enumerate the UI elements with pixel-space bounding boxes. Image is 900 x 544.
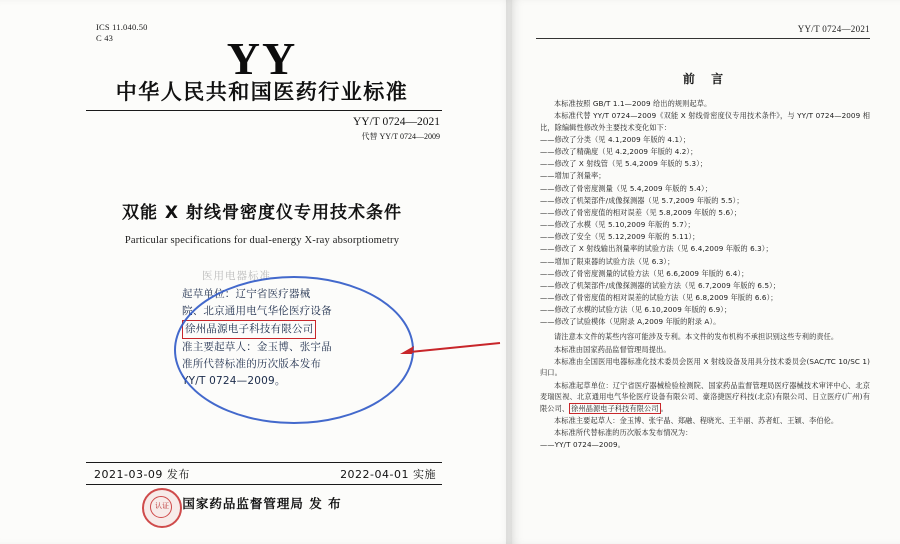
preface-para-15: ——修改了机架部件/成像探测器的试验方法（见 6.7,2009 年版的 6.5）；: [540, 280, 781, 290]
preface-para-17: ——修改了水模的试验方法（见 6.10,2009 年版的 6.9）；: [540, 305, 732, 315]
preface-para-22-with-highlight: [540, 380, 870, 415]
preface-para-23: 本标准主要起草人：金玉博、张宇晶、郑融、程晓光、王半丽、苏者虹、王颖、李伯伦。: [554, 416, 839, 426]
highlighted-company-left: 徐州晶源电子科技有限公司: [182, 320, 316, 339]
preface-para-19: 请注意本文件的某些内容可能涉及专利。本文件的发布机构不承担识别这些专利的责任。: [554, 332, 839, 342]
highlighted-company-right: 徐州晶源电子科技有限公司: [571, 403, 659, 413]
preface-para-3: ——修改了分类（见 4.1,2009 年版的 4.1）；: [540, 134, 691, 144]
preface-para-2: 本标准代替 YY/T 0724—2009《双能 X 射线骨密度仪专用技术条件》，与 YY/T 0724—2009 相比，除编辑性修改外主要技术变化如下：: [540, 111, 870, 132]
preface-para-10: ——修改了水模（见 5.10,2009 年版的 5.7）；: [540, 220, 695, 230]
issuer-line: 国家药品监督管理局 发 布: [182, 496, 342, 511]
ics-code: ICS 11.040.50: [96, 22, 148, 32]
preface-body: [540, 98, 870, 452]
preface-para-16: ——修改了骨密度值的相对误差的试验方法（见 6.8,2009 年版的 6.6）；: [540, 293, 778, 302]
preface-para-25: ——YY/T 0724—2009。: [540, 440, 625, 450]
standard-number: YY/T 0724—2021: [353, 116, 440, 128]
preface-para-14: ——修改了骨密度测量的试验方法（见 6.6,2009 年版的 6.4）；: [540, 268, 749, 278]
red-arrow-annotation: [400, 340, 504, 356]
preface-header-divider: [536, 38, 870, 39]
preface-para-8: ——修改了机架部件/成像探测器（见 5.7,2009 年版的 5.5）；: [540, 195, 744, 205]
blue-ellipse-annotation: [174, 276, 414, 424]
seal-label: 认证: [155, 502, 169, 510]
annotation-line-2: 院、北京通用电气华伦医疗设备: [182, 305, 332, 317]
preface-page: [512, 0, 900, 544]
preface-para-1: 本标准按照 GB/T 1.1—2009 给出的规则起草。: [554, 99, 712, 108]
divider-footer-bottom: [86, 484, 442, 485]
preface-para-5: ——修改了 X 射线管（见 5.4,2009 年版的 5.3）；: [540, 159, 708, 169]
preface-para-9: ——修改了骨密度值的相对误差（见 5.8,2009 年版的 5.6）；: [540, 207, 742, 217]
faint-watermark-text: 医用电器标准: [202, 270, 271, 282]
annotation-line-4: 准主要起草人：金玉博、张宇晶: [182, 341, 332, 353]
preface-para-13: ——增加了限束器的试验方法（见 6.3）；: [540, 256, 675, 266]
preface-para-20: 本标准由国家药品监督管理局提出。: [554, 344, 671, 354]
preface-title: 前 言: [682, 72, 730, 86]
preface-para-24: 本标准所代替标准的历次版本发布情况为：: [554, 428, 693, 438]
cover-content: [62, 10, 462, 534]
divider-footer-top: [86, 462, 442, 463]
annotation-line-6: YY/T 0724—2009。: [182, 375, 286, 387]
preface-para-4: ——修改了精确度（见 4.2,2009 年版的 4.2）；: [540, 147, 698, 157]
annotation-line-1: 起草单位：辽宁省医疗器械: [182, 288, 311, 300]
standard-replaces: 代替 YY/T 0724—2009: [361, 132, 440, 142]
preface-para-12: ——修改了 X 射线输出剂量率的试验方法（见 6.4,2009 年版的 6.3）；: [540, 244, 773, 254]
standard-number-block: [353, 114, 440, 143]
divider-top: [86, 110, 442, 111]
preface-drafting-units-text: 本标准起草单位：辽宁省医疗器械检验检测院、国家药品监督管理局医疗器械技术审评中心、北京麦瑞医视、北京通用电气华伦医疗设备有限公司、豪洛捷医疗科技(北京)有限公司、日立医疗(广州)有限公司、 徐州晶源电子科技有限公司 。: [540, 380, 870, 413]
doc-title-cn: 双能 X 射线骨密度仪专用技术条件: [122, 203, 402, 223]
org-title: 中华人民共和国医药行业标准: [115, 80, 409, 104]
doc-title-en: Particular specifications for dual-energy X-ray absorptiometry: [124, 235, 400, 246]
yy-logo: YY: [226, 33, 298, 84]
preface-para-18: ——修改了试验模体（见附录 A,2009 年版的附录 A）。: [540, 317, 721, 327]
preface-header-number: YY/T 0724—2021: [797, 24, 870, 34]
ccs-code: C 43: [96, 33, 114, 44]
implement-date: 2022-04-01 实施: [340, 468, 436, 481]
annotation-line-5: 准所代替标准的历次版本发布: [182, 358, 322, 370]
publish-date: 2021-03-09 发布: [94, 468, 190, 481]
preface-para-7: ——修改了骨密度测量（见 5.4,2009 年版的 5.4）；: [540, 183, 712, 193]
preface-para-21: 本标准由全国医用电器标准化技术委员会医用 X 射线设备及用具分技术委员会(SAC/TC 10/SC 1)归口。: [540, 356, 870, 378]
preface-para-6: ——增加了剂量率；: [540, 171, 606, 181]
preface-para-11: ——修改了安全（见 5.12,2009 年版的 5.11）；: [540, 232, 700, 242]
